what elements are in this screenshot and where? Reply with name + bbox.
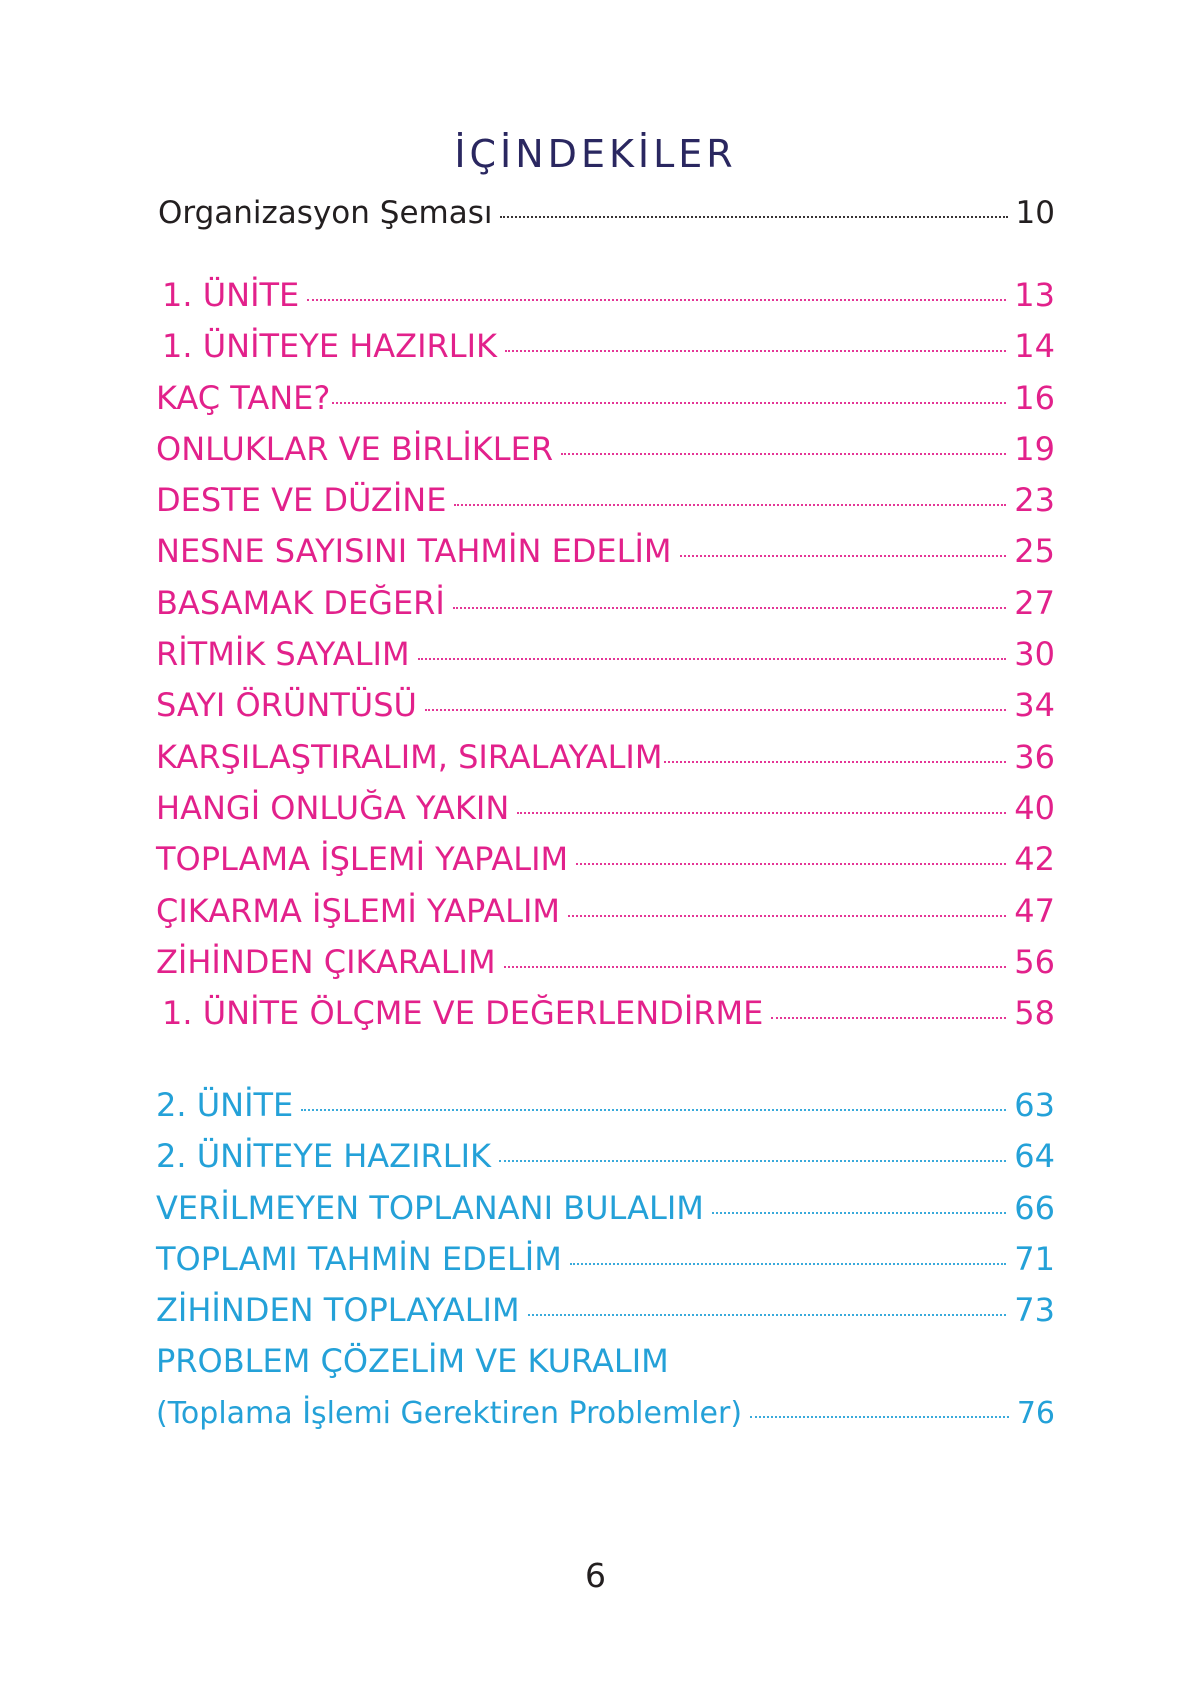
- toc-entry-label: 1. ÜNİTE: [162, 276, 300, 314]
- leader-dots: [307, 299, 1006, 301]
- toc-entry[interactable]: [156, 988, 1055, 1039]
- toc-entry-page: 14: [1014, 327, 1055, 366]
- toc-entry-label: ONLUKLAR VE BİRLİKLER: [156, 429, 554, 468]
- toc-entry[interactable]: [156, 886, 1055, 937]
- toc-entry-page: 56: [1014, 942, 1055, 981]
- leader-dots: [499, 1160, 1006, 1162]
- toc-entry-label: KAÇ TANE?: [156, 378, 331, 417]
- toc-entry-page: 16: [1014, 378, 1055, 417]
- leader-dots: [504, 966, 1007, 968]
- leader-dots: [712, 1212, 1006, 1214]
- toc-entry-page: 19: [1014, 429, 1055, 468]
- leader-dots: [576, 863, 1006, 865]
- toc-entry[interactable]: [156, 1234, 1055, 1285]
- toc-entry-label: KARŞILAŞTIRALIM, SIRALAYALIM: [156, 737, 663, 776]
- leader-dots: [505, 350, 1006, 352]
- toc-entry-label: (Toplama İşlemi Gerektiren Problemler): [156, 1395, 743, 1431]
- toc-entry[interactable]: [156, 1131, 1055, 1182]
- leader-dots: [568, 915, 1006, 917]
- unit-2-section: [156, 1080, 1055, 1439]
- leader-dots: [517, 812, 1006, 814]
- toc-entry-label: BASAMAK DEĞERİ: [156, 583, 445, 622]
- toc-entry[interactable]: [156, 834, 1055, 885]
- leader-dots: [500, 216, 1007, 218]
- toc-entry[interactable]: [156, 270, 1055, 321]
- toc-entry-label: 2. ÜNİTEYE HAZIRLIK: [156, 1137, 491, 1176]
- toc-entry[interactable]: [156, 373, 1055, 424]
- page-title: İÇİNDEKİLER: [454, 132, 737, 176]
- leader-dots: [771, 1017, 1006, 1019]
- toc-entry[interactable]: [156, 578, 1055, 629]
- toc-entry-page: 71: [1014, 1239, 1055, 1278]
- toc-entry-page: 36: [1014, 737, 1055, 776]
- leader-dots: [453, 607, 1006, 609]
- toc-entry-page: 40: [1014, 788, 1055, 827]
- leader-dots: [680, 555, 1007, 557]
- toc-entry-page: 73: [1014, 1291, 1055, 1330]
- toc-entry-page: 58: [1014, 994, 1055, 1033]
- toc-entry-label: ÇIKARMA İŞLEMİ YAPALIM: [156, 891, 560, 930]
- toc-entry-label: NESNE SAYISINI TAHMİN EDELİM: [156, 532, 672, 571]
- toc-entry-page: 76: [1016, 1395, 1055, 1431]
- toc-entry[interactable]: [156, 1285, 1055, 1336]
- toc-entry-page: 27: [1014, 583, 1055, 622]
- toc-entry-label: RİTMİK SAYALIM: [156, 635, 410, 674]
- toc-entry-page: 30: [1014, 635, 1055, 674]
- toc-entry-label: 1. ÜNİTE ÖLÇME VE DEĞERLENDİRME: [162, 994, 764, 1033]
- toc-entry-label: HANGİ ONLUĞA YAKIN: [156, 788, 510, 827]
- toc-entry-label: SAYI ÖRÜNTÜSÜ: [156, 686, 417, 725]
- toc-entry-page: 66: [1014, 1188, 1055, 1227]
- leader-dots: [454, 504, 1006, 506]
- leader-dots: [332, 402, 1006, 404]
- toc-entry-label: TOPLAMA İŞLEMİ YAPALIM: [156, 840, 569, 879]
- page-number: 6: [585, 1556, 606, 1595]
- toc-entry-label: VERİLMEYEN TOPLANANI BULALIM: [156, 1188, 704, 1227]
- leader-dots: [418, 658, 1007, 660]
- toc-entry[interactable]: [156, 937, 1055, 988]
- unit-1-section: [156, 270, 1055, 1039]
- toc-entry-organization[interactable]: [158, 195, 1055, 231]
- leader-dots: [664, 761, 1006, 763]
- toc-entry-label: ZİHİNDEN TOPLAYALIM: [156, 1291, 520, 1330]
- toc-entry-label: 2. ÜNİTE: [156, 1086, 294, 1124]
- toc-entry-page: 10: [1015, 195, 1055, 231]
- leader-dots: [528, 1314, 1007, 1316]
- toc-entry[interactable]: [156, 526, 1055, 577]
- toc-entry-heading[interactable]: [156, 1336, 1055, 1387]
- toc-entry[interactable]: [156, 629, 1055, 680]
- toc-entry-label: TOPLAMI TAHMİN EDELİM: [156, 1239, 562, 1278]
- toc-entry[interactable]: [156, 783, 1055, 834]
- toc-entry-label: Organizasyon Şeması: [158, 195, 493, 231]
- toc-entry-label: PROBLEM ÇÖZELİM VE KURALIM: [156, 1342, 669, 1381]
- leader-dots: [425, 709, 1006, 711]
- toc-entry-page: 25: [1014, 532, 1055, 571]
- toc-entry-page: 63: [1014, 1086, 1055, 1124]
- toc-entry[interactable]: [156, 1388, 1055, 1439]
- toc-entry[interactable]: [156, 475, 1055, 526]
- toc-entry-page: 23: [1014, 481, 1055, 520]
- toc-entry[interactable]: [156, 1080, 1055, 1131]
- toc-entry[interactable]: [156, 424, 1055, 475]
- toc-entry-page: 64: [1014, 1137, 1055, 1176]
- toc-entry-page: 42: [1014, 840, 1055, 879]
- toc-entry[interactable]: [156, 1183, 1055, 1234]
- toc-entry-label: DESTE VE DÜZİNE: [156, 481, 447, 520]
- toc-entry[interactable]: [156, 321, 1055, 372]
- leader-dots: [301, 1109, 1006, 1111]
- toc-entry[interactable]: [156, 680, 1055, 731]
- leader-dots: [570, 1263, 1006, 1265]
- toc-entry[interactable]: [156, 732, 1055, 783]
- leader-dots: [750, 1416, 1009, 1418]
- toc-entry-page: 13: [1014, 276, 1055, 314]
- toc-entry-label: 1. ÜNİTEYE HAZIRLIK: [162, 327, 497, 366]
- toc-entry-label: ZİHİNDEN ÇIKARALIM: [156, 942, 496, 981]
- toc-entry-page: 47: [1014, 891, 1055, 930]
- leader-dots: [561, 453, 1006, 455]
- toc-entry-page: 34: [1014, 686, 1055, 725]
